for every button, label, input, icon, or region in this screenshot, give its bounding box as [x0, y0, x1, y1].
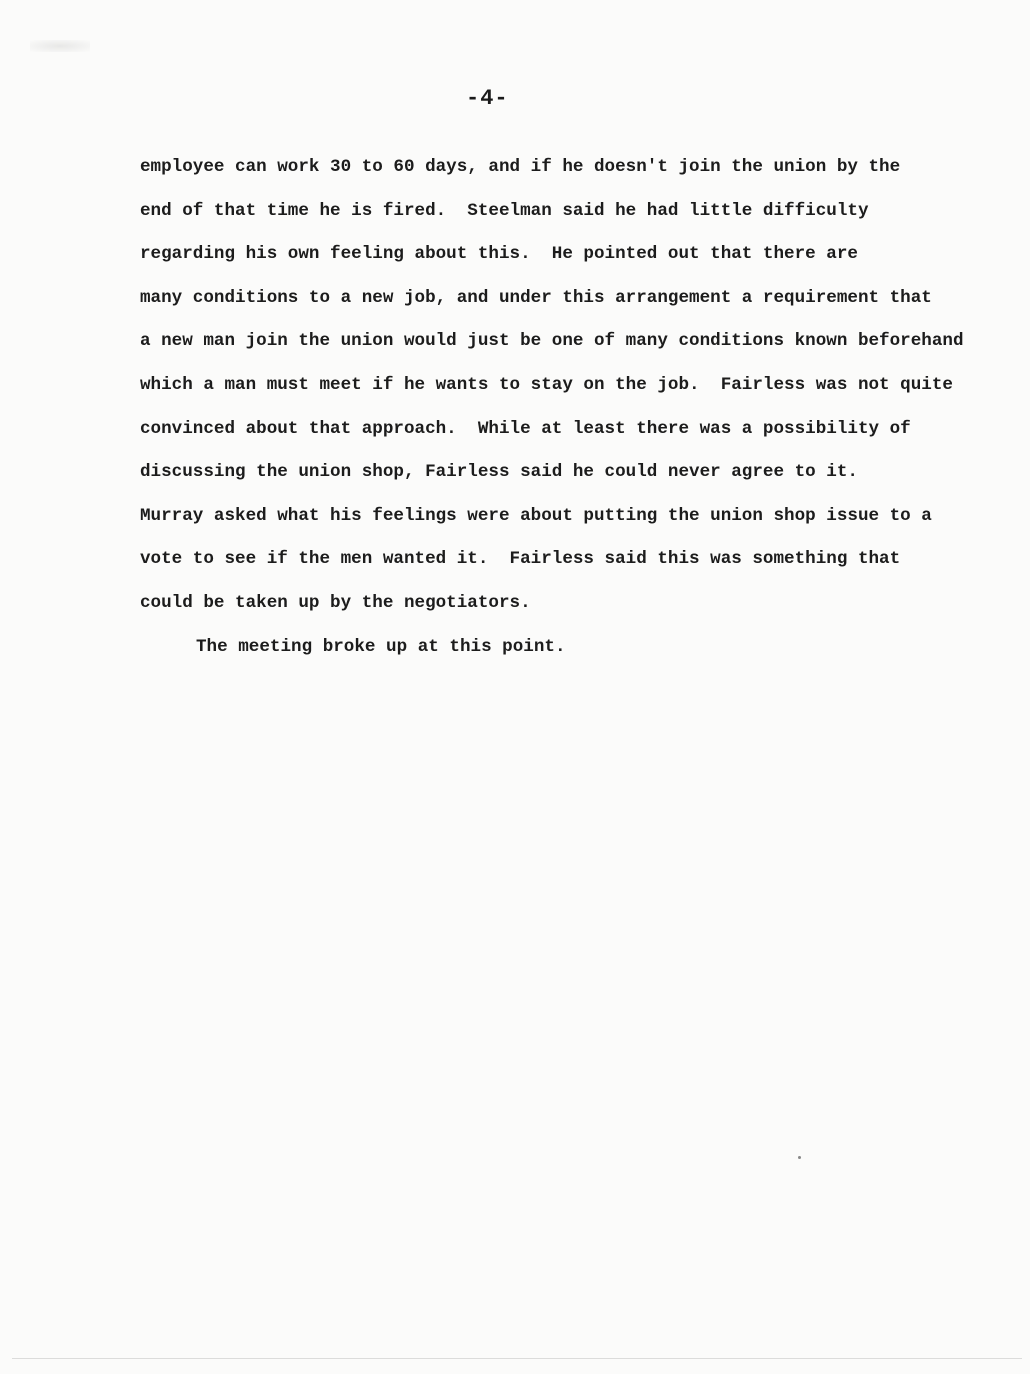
text-line-12: The meeting broke up at this point. [196, 636, 566, 657]
text-line-3: regarding his own feeling about this. He pointed out that there are [140, 244, 858, 265]
text-line-9: Murray asked what his feelings were about putting the union shop issue to a [140, 505, 932, 526]
text-line-1: employee can work 30 to 60 days, and if he doesn't join the union by the [140, 157, 901, 177]
text-line-6: which a man must meet if he wants to stay on the job. Fairless was not quite [140, 374, 953, 395]
text-line-11: could be taken up by the negotiators. [140, 592, 531, 613]
scan-edge [12, 1358, 1022, 1359]
text-line-4: many conditions to a new job, and under this arrangement a requirement that [140, 287, 932, 308]
scan-smudge [30, 40, 90, 52]
text-line-2: end of that time he is fired. Steelman said he had little difficulty [140, 200, 869, 221]
text-line-10: vote to see if the men wanted it. Fairless said this was something that [140, 549, 901, 570]
scan-speck [798, 1156, 801, 1159]
text-line-5: a new man join the union would just be one of many conditions known beforehand [140, 331, 964, 352]
text-line-8: discussing the union shop, Fairless said he could never agree to it. [140, 462, 858, 483]
page-number: -4- [466, 86, 509, 111]
body-text [140, 146, 990, 669]
text-line-7: convinced about that approach. While at least there was a possibility of [140, 418, 911, 439]
